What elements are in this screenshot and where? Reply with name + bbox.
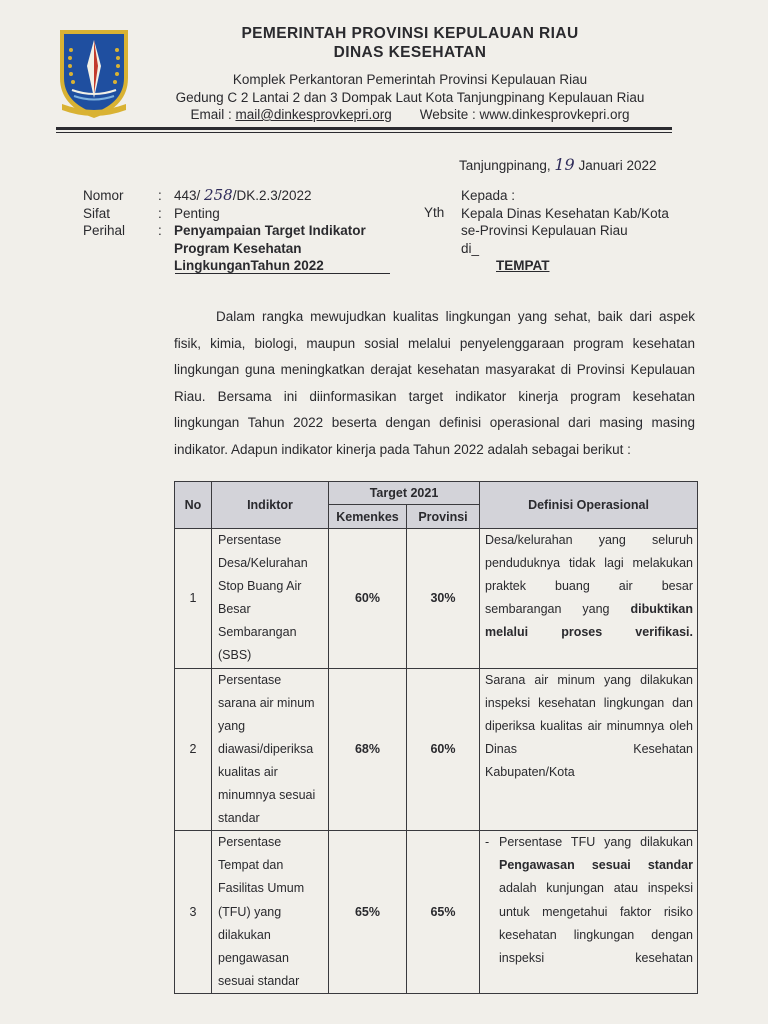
row-definisi (480, 831, 698, 994)
row-indikator (212, 668, 329, 831)
letterhead-address-2: Gedung C 2 Lantai 2 dan 3 Dompak Laut Kota Tanjungpinang Kepulauan Riau (175, 89, 645, 105)
date-month-year: Januari 2022 (578, 158, 657, 173)
perihal-label: Perihal (83, 223, 126, 238)
indikator-line: Persentase (218, 672, 282, 687)
row-kemenkes: 60% (329, 529, 407, 669)
row-indikator (212, 529, 329, 669)
nomor-suffix: /DK.2.3/2022 (232, 188, 312, 203)
sifat-value: Penting (174, 205, 220, 221)
letterhead-agency: DINAS KESEHATAN (333, 44, 487, 61)
recipient-line-1: Kepala Dinas Kesehatan Kab/Kota (461, 205, 669, 221)
letterhead-government: PEMERINTAH PROVINSI KEPULAUAN RIAU (241, 25, 579, 42)
indikator-line: Stop Buang Air (218, 579, 302, 594)
body-paragraph: Dalam rangka mewujudkan kualitas lingkungan yang sehat, baik dari aspek fisik, kimia, biologi, maupun sosial melalui penyelenggaraan program kesehatan lingkungan guna meningkatkan derajat kesehatan masyarakat di Provinsi Kepulauan Riau. Bersama ini diinformasikan target indikator kinerja program kesehatan lingkungan Tahun 2022 beserta dengan definisi operasional dari masing masing indikator. Adapun indikator kinerja pada Tahun 2022 adalah sebagai berikut : (174, 309, 695, 457)
provincial-emblem-logo (54, 26, 134, 122)
indikator-line: Fasilitas Umum (218, 881, 305, 896)
recipient-di: di_ (461, 240, 480, 256)
indikator-line: (TFU) yang (218, 904, 282, 919)
nomor-value (174, 187, 404, 205)
recipient-block (461, 187, 669, 257)
definisi-bold: Pengawasan sesuai standar (499, 858, 693, 873)
sifat-colon: : (158, 205, 162, 221)
nomor-label: Nomor (83, 188, 124, 203)
indikator-line: Persentase (218, 835, 282, 850)
indikator-line: diawasi/diperiksa (218, 741, 314, 756)
header-definisi: Definisi Operasional (480, 482, 698, 529)
indikator-line: Sembarangan (218, 625, 297, 640)
nomor-colon: : (158, 188, 162, 203)
indikator-line: Besar (218, 602, 251, 617)
perihal-value (174, 222, 404, 275)
header-target: Target 2021 (329, 482, 480, 505)
yth-label: Yth (424, 205, 445, 220)
indikator-line: Tempat dan (218, 858, 284, 873)
email-label: Email : (190, 107, 236, 122)
website-text: Website : www.dinkesprovkepri.org (419, 107, 630, 122)
kepada-label: Kepada : (461, 188, 516, 203)
row-provinsi: 30% (407, 529, 480, 669)
indicator-table (174, 481, 698, 994)
definisi-text-part: adalah kunjungan atau inspeksi untuk mengetahui faktor risiko kesehatan lingkungan dengan inspeksi kesehatan (499, 881, 693, 965)
email-link[interactable]: mail@dinkesprovkepri.org (235, 107, 392, 122)
row-definisi (480, 529, 698, 669)
definisi-text: Desa/kelurahan yang seluruh penduduknya tidak lagi melakukan praktek buang air besar sembarangan yang (485, 533, 693, 617)
row-no: 2 (175, 668, 212, 831)
recipient-tempat: TEMPAT (496, 258, 550, 273)
table-row (175, 529, 698, 669)
header-kemenkes: Kemenkes (329, 505, 407, 529)
indikator-line: (SBS) (218, 648, 252, 663)
meta-perihal (83, 222, 404, 275)
table-row (175, 668, 698, 831)
indikator-line: Persentase (218, 533, 282, 547)
indikator-line: pengawasan (218, 950, 289, 965)
perihal-colon: : (158, 223, 162, 238)
indikator-line: sesuai standar (218, 973, 300, 988)
date-day-handwritten: 19 (554, 155, 575, 174)
indikator-line: Desa/Kelurahan (218, 556, 308, 571)
date-place: Tanjungpinang, (459, 158, 551, 173)
perihal-line-3: LingkunganTahun 2022 (174, 258, 324, 273)
meta-nomor (83, 187, 404, 205)
definisi-text-part: Persentase TFU yang dilakukan (499, 835, 693, 850)
indikator-line: sarana air minum (218, 695, 315, 710)
indikator-line: yang (218, 718, 246, 733)
definisi-bullet-item (485, 831, 693, 970)
letter-date (459, 155, 657, 174)
row-indikator (212, 831, 329, 994)
letter-meta (83, 187, 404, 275)
header-provinsi: Provinsi (407, 505, 480, 529)
recipient-line-2: se-Provinsi Kepulauan Riau (461, 223, 628, 238)
row-provinsi: 65% (407, 831, 480, 994)
indikator-line: minumnya sesuai (218, 788, 316, 803)
letterhead (140, 24, 680, 124)
letterhead-address-1: Komplek Perkantoran Pemerintah Provinsi Kepulauan Riau (232, 72, 588, 87)
perihal-line-2: Program Kesehatan (174, 240, 302, 256)
meta-sifat (83, 205, 404, 223)
row-kemenkes: 68% (329, 668, 407, 831)
nomor-handwritten: 258 (204, 186, 233, 204)
indikator-line: standar (218, 811, 260, 826)
row-provinsi: 60% (407, 668, 480, 831)
perihal-line-1: Penyampaian Target Indikator (174, 223, 366, 238)
perihal-underline (175, 273, 390, 274)
definisi-text-last: Kabupaten/Kota (485, 764, 575, 779)
definisi-text (499, 831, 693, 970)
row-kemenkes: 65% (329, 831, 407, 994)
row-no: 1 (175, 529, 212, 669)
nomor-prefix: 443/ (174, 188, 201, 203)
row-definisi (480, 668, 698, 831)
sifat-label: Sifat (83, 205, 111, 221)
letterhead-contact (140, 106, 680, 124)
definisi-text: Sarana air minum yang dilakukan inspeksi kesehatan lingkungan dan diperiksa kualitas air minumnya oleh Dinas Kesehatan (485, 672, 693, 756)
bullet-dash: - (485, 835, 490, 850)
header-indikator: Indiktor (212, 482, 329, 529)
header-no: No (175, 482, 212, 529)
table-row (175, 831, 698, 994)
definisi-bold: dibuktikan melalui proses verifikasi. (485, 602, 693, 640)
letterhead-rule-thin (56, 132, 672, 133)
indikator-line: dilakukan (218, 927, 271, 942)
indikator-line: kualitas air (218, 764, 278, 779)
row-no: 3 (175, 831, 212, 994)
table-header (175, 482, 698, 529)
letterhead-rule-thick (56, 127, 672, 130)
